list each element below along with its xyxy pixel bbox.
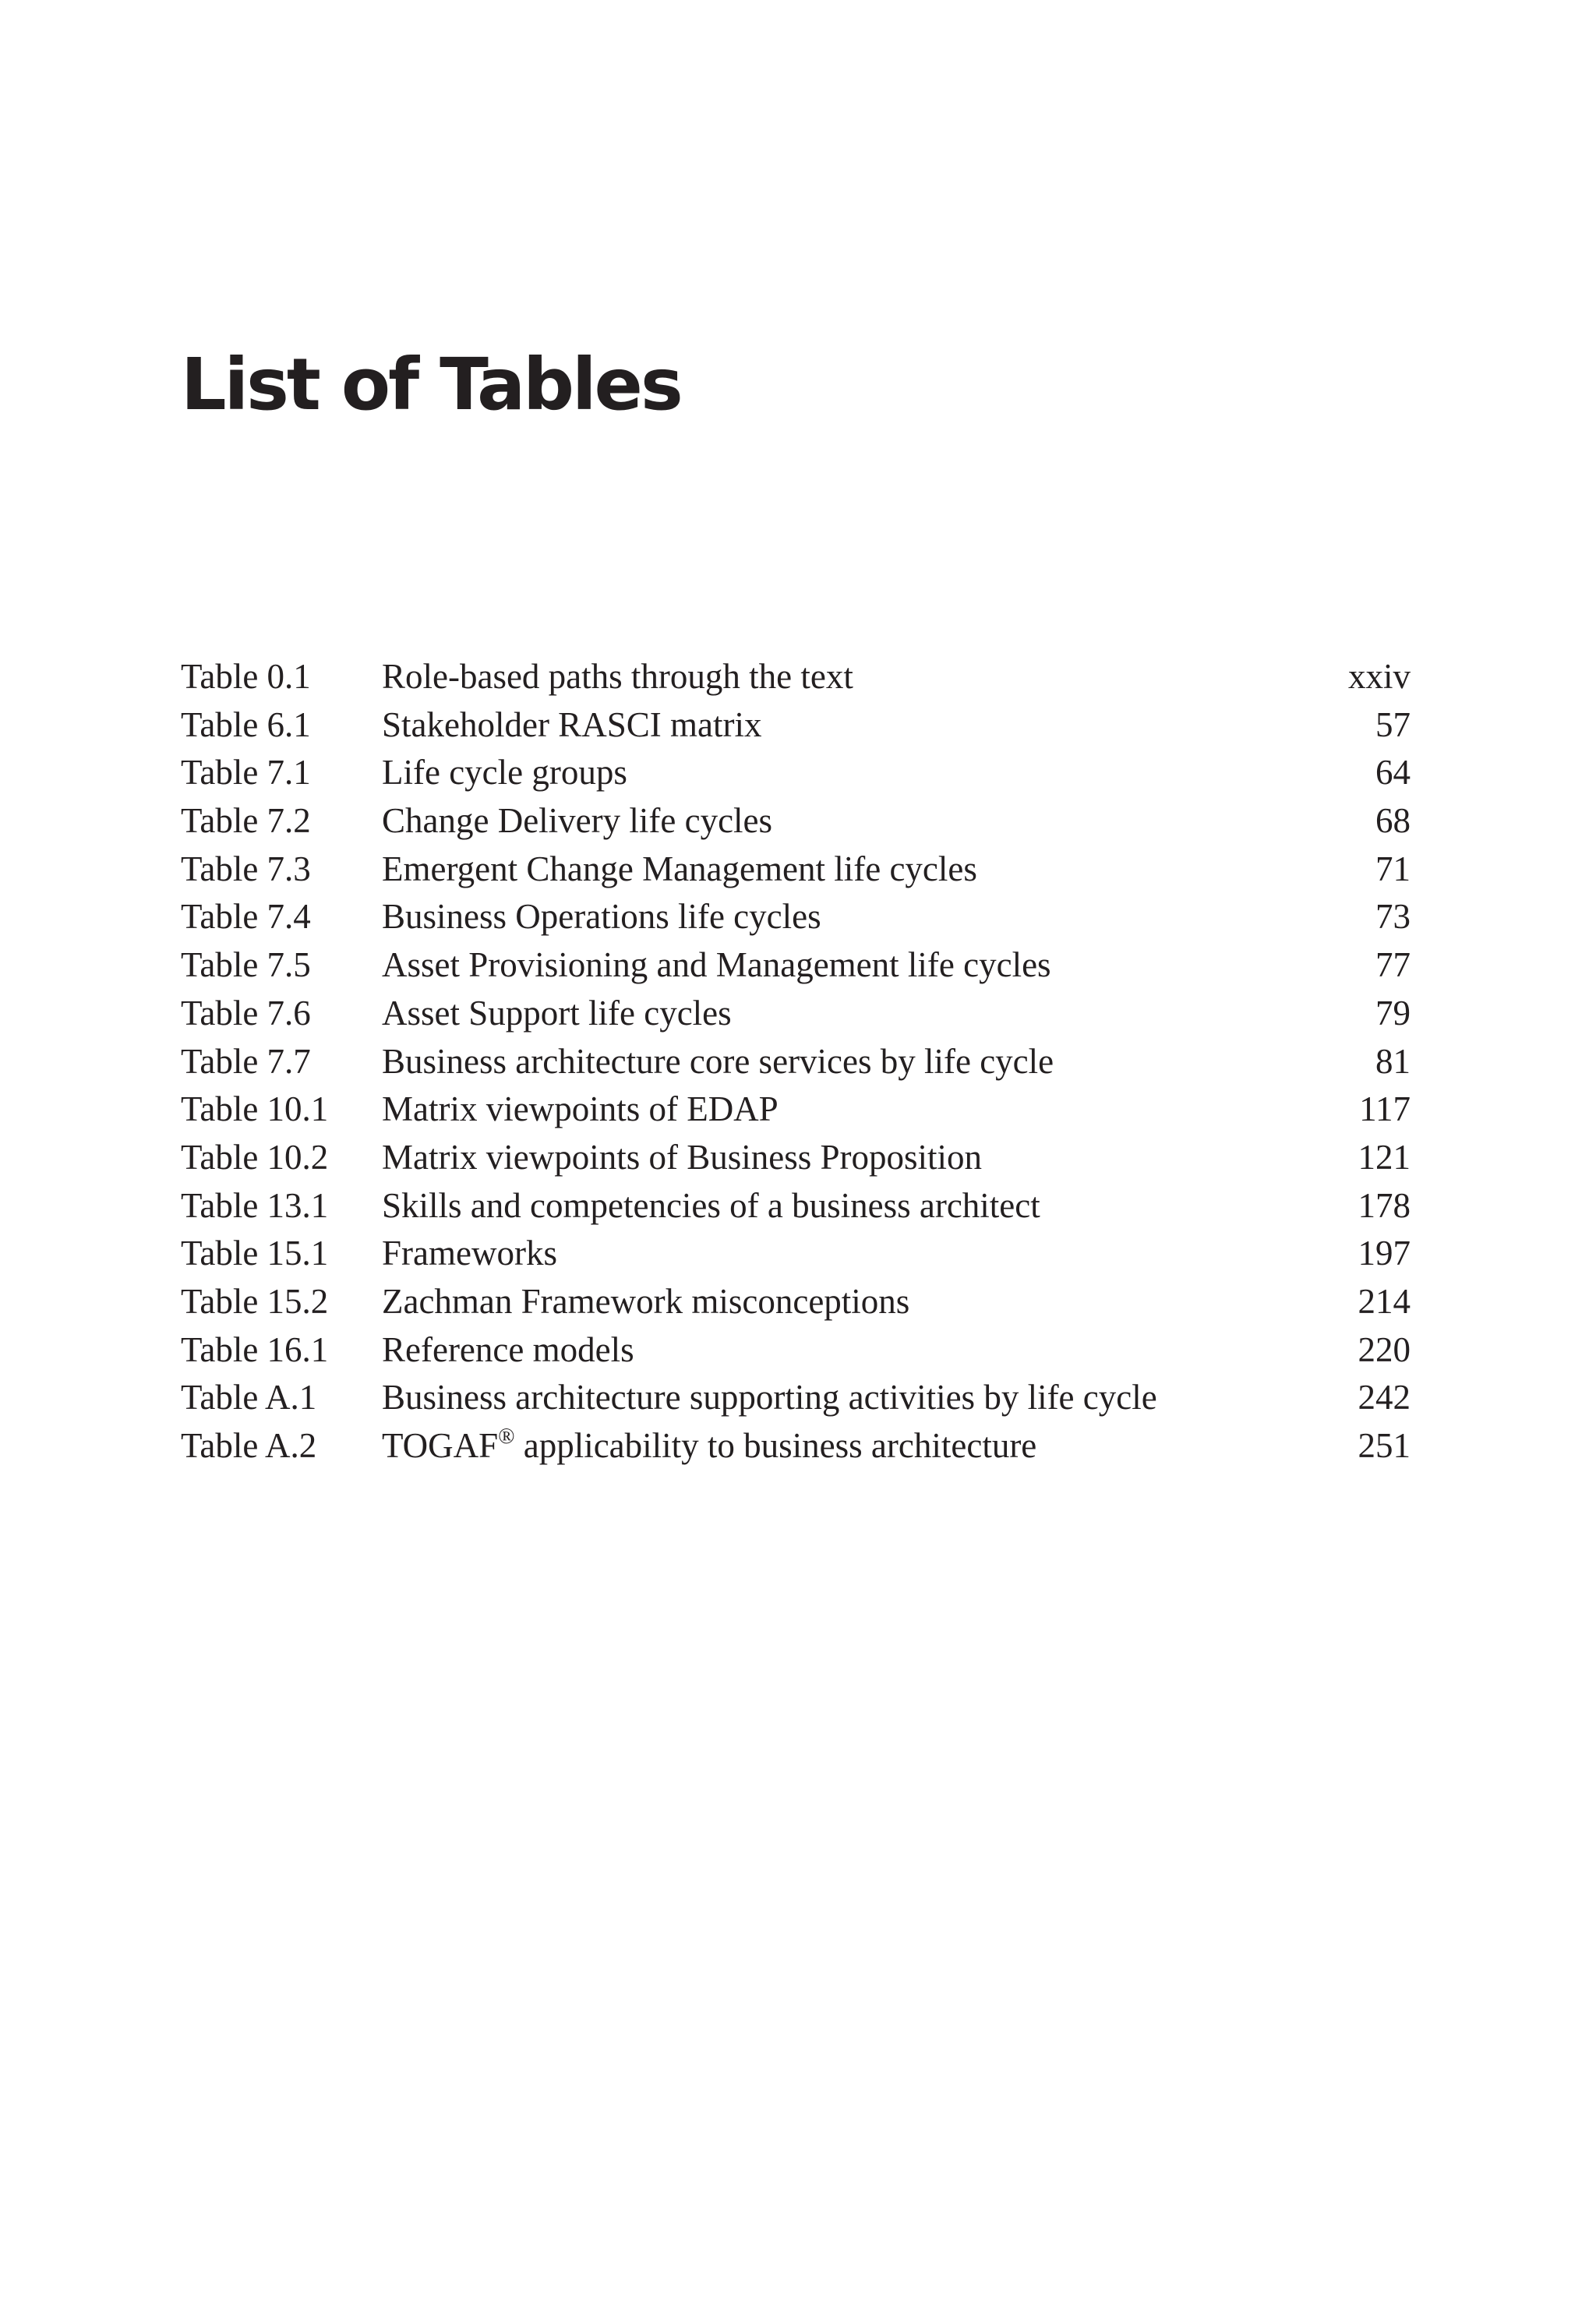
table-caption: Business architecture core services by life cycle xyxy=(382,1041,1054,1081)
page-number: 117 xyxy=(1359,1089,1411,1129)
page-number: 242 xyxy=(1358,1378,1411,1417)
table-caption: Matrix viewpoints of EDAP xyxy=(382,1089,779,1129)
caption-trademark-name: TOGAF xyxy=(382,1426,499,1465)
caption-rest: applicability to business architecture xyxy=(514,1426,1037,1465)
table-number: Table 15.2 xyxy=(181,1281,329,1321)
table-number: Table 15.1 xyxy=(181,1234,329,1273)
table-caption: Business architecture supporting activities by life cycle xyxy=(382,1378,1157,1417)
table-number: Table 7.1 xyxy=(181,753,311,793)
table-number: Table 7.5 xyxy=(181,945,311,985)
table-entry xyxy=(181,1038,1411,1086)
table-entry xyxy=(181,1278,1411,1326)
page-number: 121 xyxy=(1358,1137,1411,1177)
table-entry xyxy=(181,1422,1411,1470)
table-number: Table 10.2 xyxy=(181,1137,329,1177)
table-caption: Reference models xyxy=(382,1329,634,1369)
page-number: 57 xyxy=(1375,704,1411,744)
page-number: 220 xyxy=(1358,1329,1411,1369)
page-number: 81 xyxy=(1375,1041,1411,1081)
page-number: xxiv xyxy=(1347,657,1411,696)
table-entry xyxy=(181,1230,1411,1278)
table-caption: Business Operations life cycles xyxy=(382,897,821,937)
page-number: 64 xyxy=(1375,753,1411,793)
table-number: Table A.2 xyxy=(181,1426,317,1465)
table-number: Table 16.1 xyxy=(181,1329,329,1369)
page-number: 197 xyxy=(1358,1234,1411,1273)
table-entry xyxy=(181,1134,1411,1182)
table-number: Table 7.7 xyxy=(181,1041,311,1081)
table-number: Table 7.4 xyxy=(181,897,311,937)
page-title: List of Tables xyxy=(181,343,681,426)
table-caption: Asset Provisioning and Management life cycles xyxy=(382,945,1051,985)
table-entry xyxy=(181,701,1411,750)
registered-mark: ® xyxy=(498,1425,515,1449)
table-entry xyxy=(181,846,1411,894)
table-number: Table A.1 xyxy=(181,1378,317,1417)
table-caption xyxy=(382,1422,1358,1470)
page-number: 178 xyxy=(1358,1185,1411,1225)
table-caption: Stakeholder RASCI matrix xyxy=(382,704,762,744)
page-number: 79 xyxy=(1375,993,1411,1033)
table-caption: Asset Support life cycles xyxy=(382,993,732,1033)
table-caption: Zachman Framework misconceptions xyxy=(382,1281,910,1321)
table-entry xyxy=(181,653,1411,701)
table-caption: Change Delivery life cycles xyxy=(382,801,773,841)
page-number: 77 xyxy=(1375,945,1411,985)
table-number: Table 7.3 xyxy=(181,849,311,888)
table-caption: Role-based paths through the text xyxy=(382,657,853,696)
table-number: Table 13.1 xyxy=(181,1185,329,1225)
page-number: 214 xyxy=(1358,1281,1411,1321)
list-of-tables xyxy=(181,653,1411,1470)
table-caption: Frameworks xyxy=(382,1234,557,1273)
table-number: Table 7.2 xyxy=(181,801,311,841)
table-number: Table 7.6 xyxy=(181,993,311,1033)
table-entry xyxy=(181,893,1411,941)
table-number: Table 10.1 xyxy=(181,1089,329,1129)
table-number: Table 6.1 xyxy=(181,704,311,744)
table-entry xyxy=(181,990,1411,1038)
table-caption: Skills and competencies of a business architect xyxy=(382,1185,1040,1225)
table-caption: Life cycle groups xyxy=(382,753,627,793)
table-entry xyxy=(181,1182,1411,1230)
page-number: 73 xyxy=(1375,897,1411,937)
table-number: Table 0.1 xyxy=(181,657,311,696)
page-number: 251 xyxy=(1358,1426,1411,1465)
table-caption: Matrix viewpoints of Business Proposition xyxy=(382,1137,983,1177)
page-number: 68 xyxy=(1375,801,1411,841)
table-entry xyxy=(181,1086,1411,1134)
table-caption: Emergent Change Management life cycles xyxy=(382,849,977,888)
table-entry xyxy=(181,797,1411,846)
table-entry xyxy=(181,941,1411,990)
page-number: 71 xyxy=(1375,849,1411,888)
table-entry xyxy=(181,1374,1411,1422)
table-entry xyxy=(181,1326,1411,1375)
table-entry xyxy=(181,749,1411,797)
